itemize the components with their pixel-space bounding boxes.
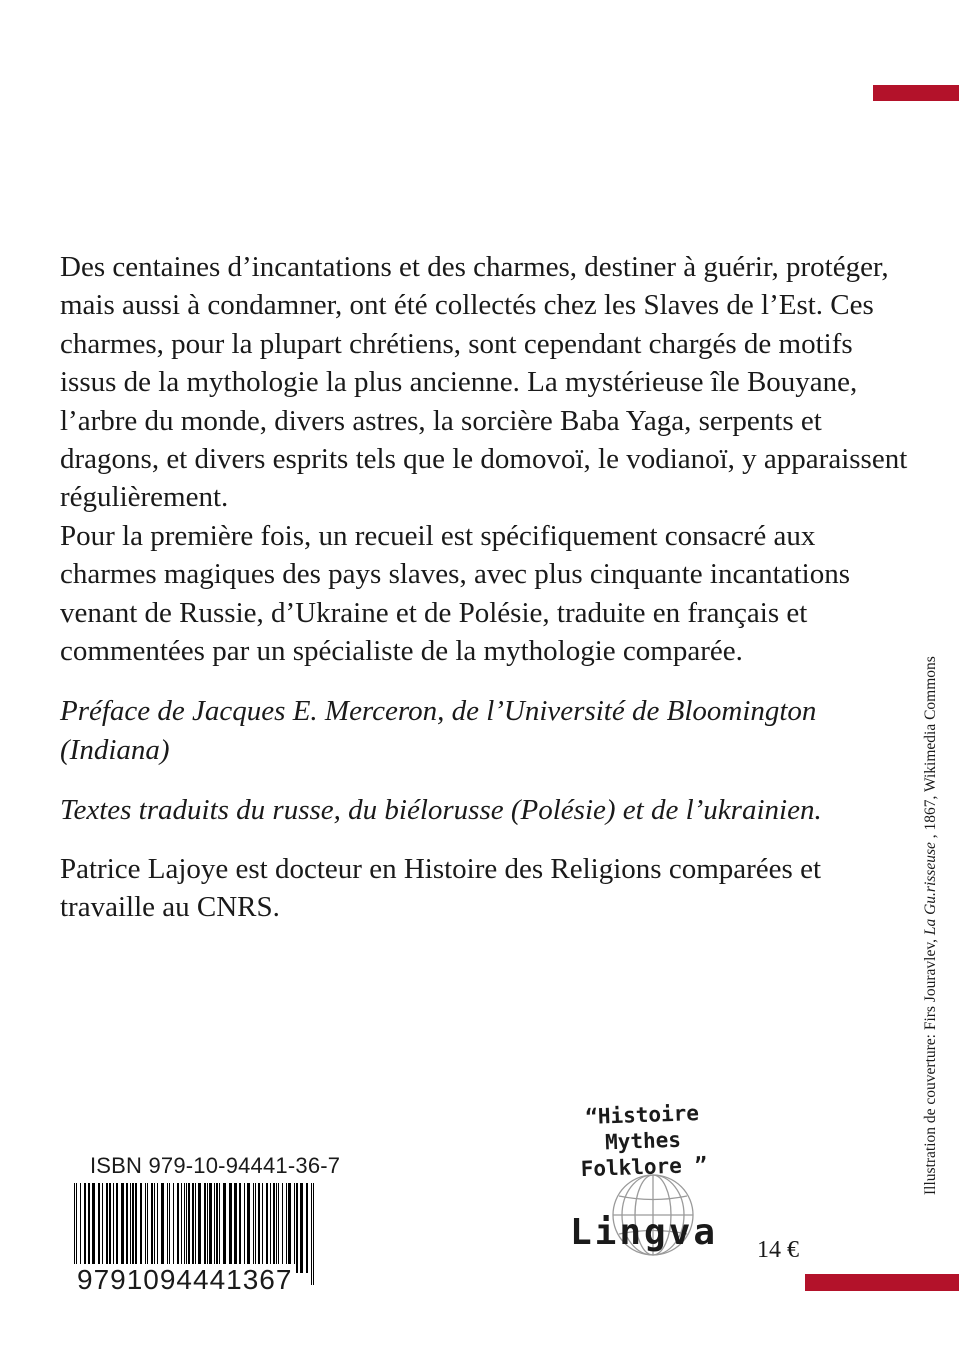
author-bio: Patrice Lajoye est docteur en Histoire des Religions comparées et travaille au CNRS. bbox=[60, 852, 821, 924]
price-tag: 14 € bbox=[757, 1237, 799, 1263]
publisher-logo: Lingva bbox=[570, 1212, 719, 1253]
isbn-label: ISBN 979-10-94441-36-7 bbox=[90, 1153, 341, 1178]
translation-note: Textes traduits du russe, du biélorusse (Polésie) et de l’ukrainien. bbox=[60, 794, 822, 827]
series-line: Folklore ” bbox=[580, 1152, 708, 1182]
summary-paragraph: Des centaines d’incantations et des charmes, destiner à guérir, protéger, mais aussi à condamner, ont été collectés chez les Slaves de l’Est. Ces charmes, pour la plupart chrétiens, sont cependant chargés de motifs issus de la mythologie la plus ancienne. La mystérieuse île Bouyane, l’arbre du monde, divers astres, la sorcière Baba Yaga, serpents et dragons, et divers esprits tels que le domovoï, le vodianoï, y apparaissent régulièrement. bbox=[60, 251, 908, 514]
summary-paragraph-2: Pour la première fois, un recueil est spécifiquement consacré aux charmes magiques des pays slaves, avec plus cinquante incantations venant de Russie, d’Ukraine et de Polésie, traduite en français et commentées par un spécialiste de la mythologie comparée. bbox=[60, 519, 851, 668]
series-line: Mythes bbox=[604, 1127, 682, 1155]
accent-bar-bottom bbox=[805, 1274, 959, 1291]
back-cover-text bbox=[60, 248, 910, 927]
series-name bbox=[577, 1100, 710, 1182]
ean-digits: 9791094441367 bbox=[74, 1264, 295, 1296]
series-line: “Histoire bbox=[584, 1101, 700, 1129]
preface-note: Préface de Jacques E. Merceron, de l’Université de Bloomington (Indiana) bbox=[60, 695, 817, 766]
cover-illustration-credit: Illustration de couverture: Firs Jouravlev, La Gu.risseuse , 1867, Wikimedia Commons bbox=[922, 656, 939, 1195]
accent-bar-top bbox=[873, 85, 959, 101]
